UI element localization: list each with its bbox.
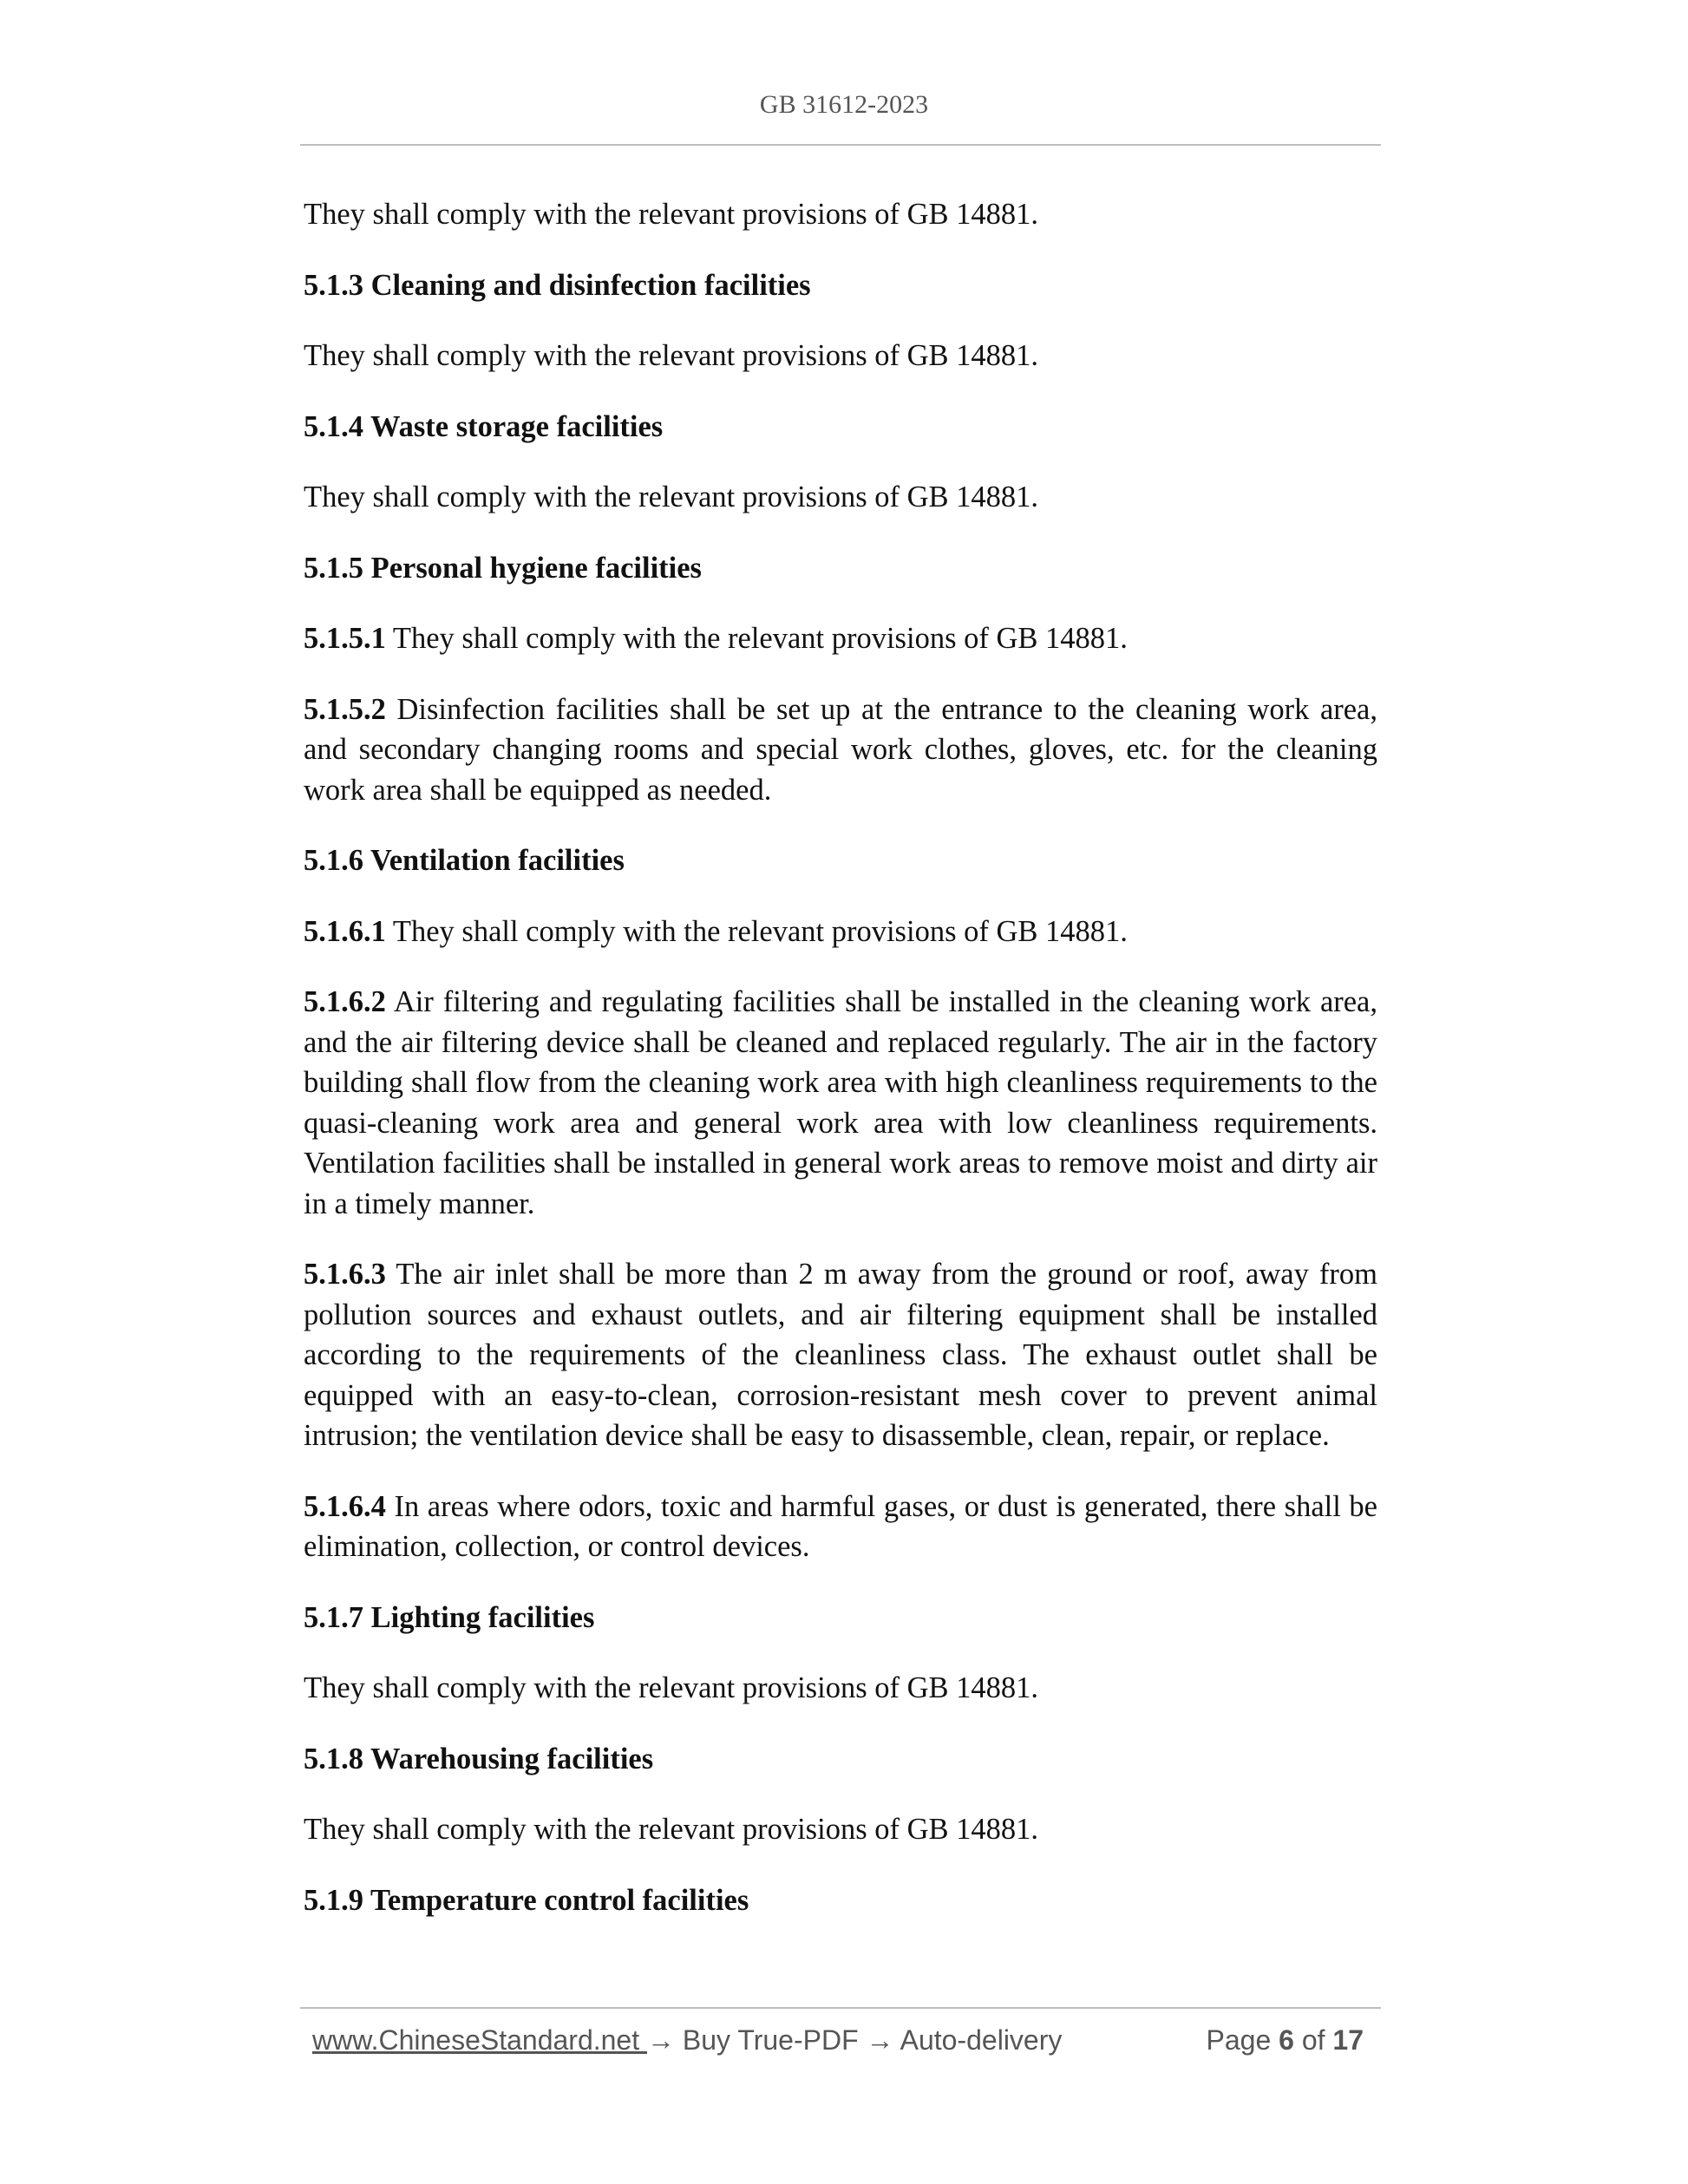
- section-heading-5-1-3: 5.1.3 Cleaning and disinfection facilities: [304, 268, 811, 302]
- page-total: 17: [1332, 2024, 1364, 2056]
- paragraph: They shall comply with the relevant provisions of GB 14881.: [304, 1671, 1039, 1704]
- website-link[interactable]: www.ChineseStandard.net: [312, 2024, 647, 2056]
- document-body: [304, 194, 1377, 1951]
- clause-5-1-6-1: [304, 912, 1377, 952]
- page-footer: [312, 2024, 1372, 2056]
- page-header-title: GB 31612-2023: [759, 90, 929, 119]
- footer-divider: [300, 2007, 1381, 2009]
- section-heading-5-1-5: 5.1.5 Personal hygiene facilities: [304, 551, 702, 585]
- clause-text: They shall comply with the relevant provisions of GB 14881.: [385, 914, 1128, 948]
- paragraph: They shall comply with the relevant provisions of GB 14881.: [304, 198, 1039, 231]
- clause-text: They shall comply with the relevant provisions of GB 14881.: [385, 622, 1128, 655]
- clause-number: 5.1.5.1: [304, 622, 386, 655]
- page-number: 6: [1279, 2024, 1294, 2056]
- clause-5-1-5-1: [304, 618, 1377, 659]
- section-heading-5-1-8: 5.1.8 Warehousing facilities: [304, 1742, 654, 1775]
- clause-number: 5.1.6.2: [304, 985, 386, 1018]
- header-divider: [300, 144, 1381, 146]
- clause-text: In areas where odors, toxic and harmful gases, or dust is generated, there shall be elimination, collection, or control devices.: [304, 1489, 1377, 1563]
- section-heading-5-1-6: 5.1.6 Ventilation facilities: [304, 844, 625, 877]
- paragraph: They shall comply with the relevant provisions of GB 14881.: [304, 339, 1039, 372]
- page-indicator: [1207, 2024, 1364, 2056]
- arrow-right-icon: →: [866, 2024, 894, 2056]
- clause-number: 5.1.6.3: [304, 1258, 386, 1291]
- page-label: Page: [1206, 2024, 1279, 2056]
- paragraph: They shall comply with the relevant provisions of GB 14881.: [304, 481, 1039, 513]
- clause-5-1-6-2: [304, 982, 1377, 1224]
- clause-text: Air filtering and regulating facilities shall be installed in the cleaning work area, and the air filtering device shall be cleaned and replaced regularly. The air in the factory building shall flow from the cleaning work area with high cleanliness requirements to the quasi-cleaning work area and general work area with low cleanliness requirements. Ventilation facilities shall be installed in general work areas to remove moist and dirty air in a timely manner.: [304, 985, 1377, 1220]
- clause-5-1-6-4: [304, 1487, 1377, 1567]
- clause-number: 5.1.6.4: [304, 1489, 386, 1523]
- arrow-right-icon: →: [647, 2024, 675, 2056]
- section-heading-5-1-7: 5.1.7 Lighting facilities: [304, 1600, 595, 1634]
- buy-true-pdf-text: Buy True-PDF: [675, 2024, 867, 2056]
- of-label: of: [1293, 2024, 1333, 2056]
- clause-5-1-6-3: [304, 1254, 1377, 1456]
- paragraph: They shall comply with the relevant provisions of GB 14881.: [304, 1813, 1039, 1846]
- clause-number: 5.1.6.1: [304, 914, 386, 948]
- section-heading-5-1-4: 5.1.4 Waste storage facilities: [304, 409, 664, 443]
- clause-5-1-5-2: [304, 690, 1377, 811]
- auto-delivery-text: Auto-delivery: [893, 2024, 1063, 2056]
- clause-text: Disinfection facilities shall be set up at the entrance to the cleaning work area, and secondary changing rooms and special work clothes, gloves, etc. for the cleaning work area shall be equipped as needed.: [304, 692, 1377, 807]
- clause-text: The air inlet shall be more than 2 m away from the ground or roof, away from pollution sources and exhaust outlets, and air filtering equipment shall be installed according to the requirements of the cleanliness class. The exhaust outlet shall be equipped with an easy-to-clean, corrosion-resistant mesh cover to prevent animal intrusion; the ventilation device shall be easy to disassemble, clean, repair, or replace.: [304, 1258, 1377, 1452]
- section-heading-5-1-9: 5.1.9 Temperature control facilities: [304, 1883, 749, 1917]
- clause-number: 5.1.5.2: [304, 692, 386, 726]
